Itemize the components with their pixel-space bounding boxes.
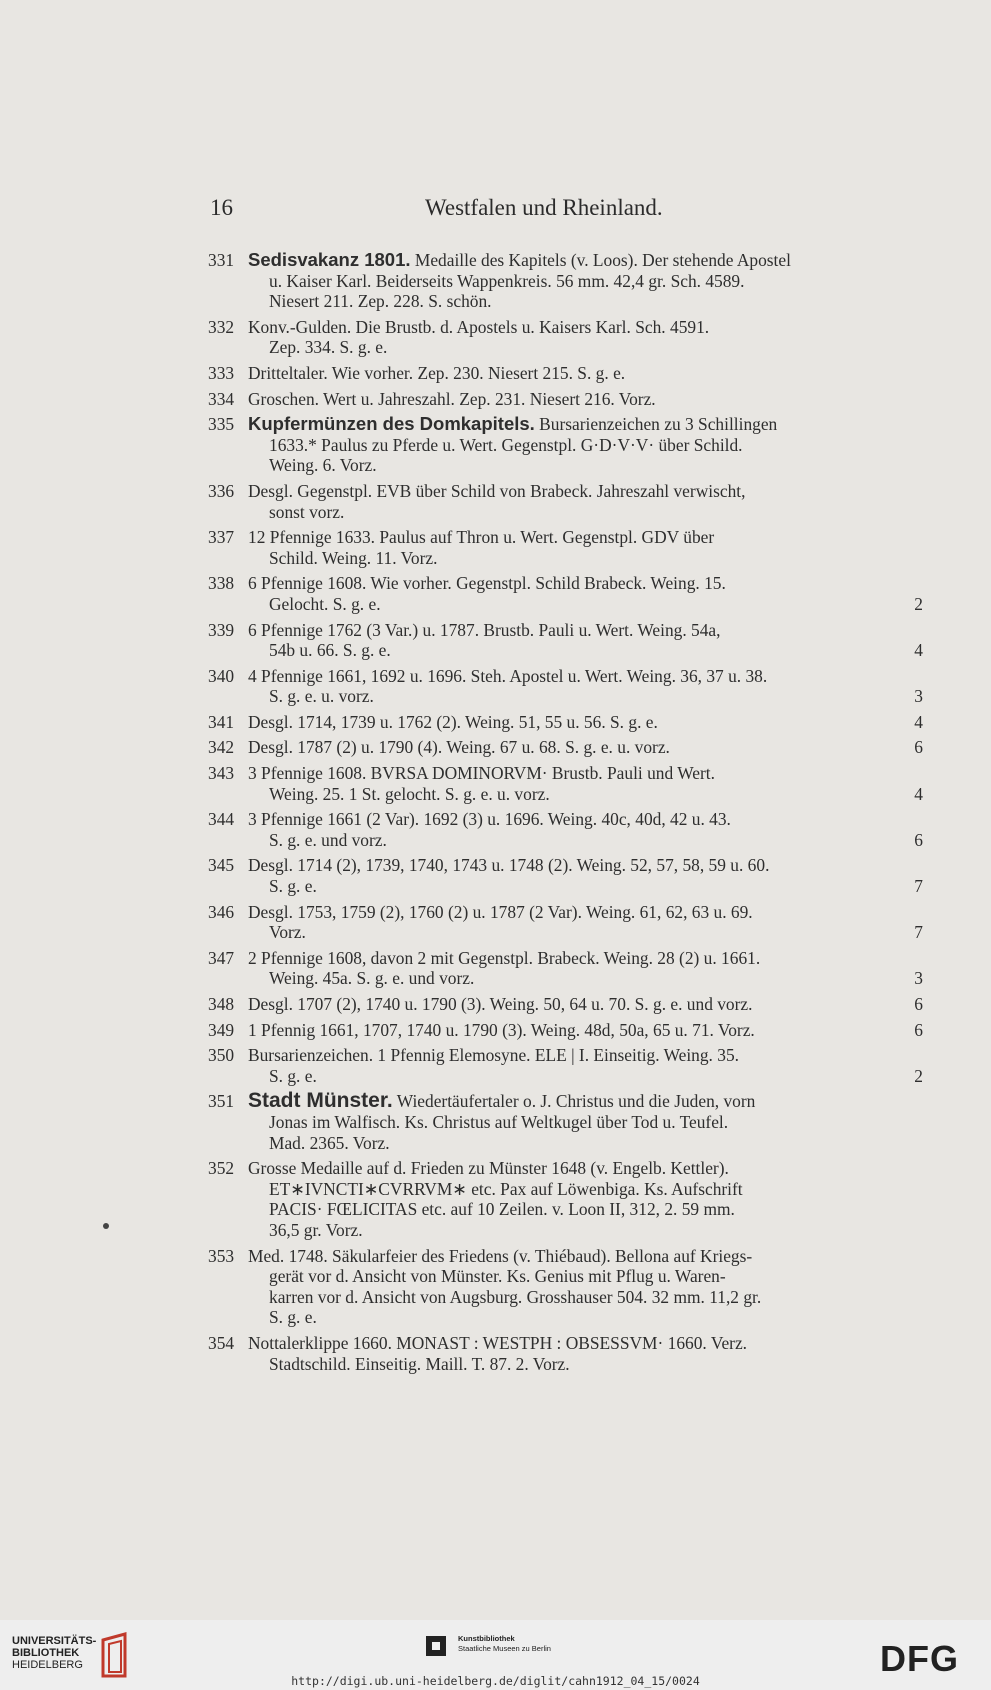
entry-text: PACIS· FŒLICITAS etc. auf 10 Zeilen. v. Loon II, 312, 2. 59 mm. (269, 1199, 735, 1220)
entry-text: Medaille des Kapitels (v. Loos). Der stehende Apostel (414, 250, 791, 270)
entry-line (248, 686, 923, 707)
entry-line (248, 922, 923, 943)
entry-text: S. g. e. und vorz. (269, 829, 387, 850)
entry-text: S. g. e. u. vorz. (269, 686, 374, 707)
catalog-entry (208, 712, 923, 733)
entry-number: 351 (208, 1091, 235, 1112)
entry-line (248, 1158, 923, 1179)
catalog-entry (208, 1158, 923, 1240)
entry-price: 7 (914, 922, 923, 943)
entry-line (248, 784, 923, 805)
entry-price: 6 (914, 1019, 923, 1040)
margin-mark (103, 1223, 109, 1229)
entry-text: 1 Pfennig 1661, 1707, 1740 u. 1790 (3). Weing. 48d, 50a, 65 u. 71. Vorz. (248, 1019, 755, 1040)
catalog-entry (208, 620, 923, 661)
entry-text: Wiedertäufertaler o. J. Christus und die Juden, vorn (396, 1091, 756, 1112)
entry-text: sonst vorz. (269, 501, 345, 522)
entry-text: 12 Pfennige 1633. Paulus auf Thron u. Wert. Gegenstpl. GDV über (248, 527, 715, 548)
entry-text: Stadtschild. Einseitig. Maill. T. 87. 2. Vorz. (269, 1353, 570, 1374)
entry-number: 340 (208, 665, 235, 686)
entry-number: 352 (208, 1158, 235, 1179)
entry-line (248, 855, 923, 876)
entry-text: 6 Pfennige 1608. Wie vorher. Gegenstpl. Schild Brabeck. Weing. 15. (248, 573, 726, 594)
entry-text: 6 Pfennige 1762 (3 Var.) u. 1787. Brustb. Pauli u. Wert. Weing. 54a, (248, 619, 721, 640)
entry-text: Jonas im Walfisch. Ks. Christus auf Weltkugel über Tod u. Teufel. (269, 1111, 729, 1132)
kunstbibliothek-logo-icon (424, 1634, 454, 1660)
entry-number: 350 (208, 1045, 235, 1066)
entry-line (248, 640, 923, 661)
entry-text: Desgl. 1787 (2) u. 1790 (4). Weing. 67 u. 68. S. g. e. u. vorz. (248, 737, 670, 758)
entry-text: Weing. 45a. S. g. e. und vorz. (269, 968, 475, 989)
entry-text: Weing. 25. 1 St. gelocht. S. g. e. u. vorz. (269, 783, 550, 804)
entry-number: 343 (208, 763, 235, 784)
page-title: Westfalen und Rheinland. (425, 195, 663, 220)
entry-line (248, 594, 923, 615)
entry-text: Gelocht. S. g. e. (269, 593, 381, 614)
catalog-entry (208, 527, 923, 568)
entry-line (248, 435, 923, 456)
entry-line (248, 1307, 923, 1328)
entry-line (248, 1112, 923, 1133)
entry-line (248, 666, 923, 687)
entry-line (248, 363, 923, 384)
entry-line (248, 1179, 923, 1200)
entry-text: gerät vor d. Ansicht von Münster. Ks. Genius mit Pflug u. Waren- (269, 1266, 726, 1287)
entry-line (248, 250, 923, 271)
entry-line (248, 994, 923, 1015)
entry-number: 333 (208, 362, 235, 383)
entry-number: 345 (208, 855, 235, 876)
entry-text: 3 Pfennige 1608. BVRSA DOMINORVM· Brustb. Pauli und Wert. (248, 763, 715, 784)
entry-price: 4 (914, 783, 923, 804)
entry-line (248, 737, 923, 758)
entry-line (248, 1066, 923, 1087)
entry-text: Schild. Weing. 11. Vorz. (269, 547, 438, 568)
entry-text: karren vor d. Ansicht von Augsburg. Grosshauser 504. 32 mm. 11,2 gr. (269, 1286, 762, 1307)
catalog-entry (208, 902, 923, 943)
catalog-entry (208, 1246, 923, 1328)
entry-line (248, 414, 923, 435)
entry-text: u. Kaiser Karl. Beiderseits Wappenkreis. 56 mm. 42,4 gr. Sch. 4589. (269, 270, 745, 291)
entry-text: Mad. 2365. Vorz. (269, 1132, 390, 1153)
catalog-entry (208, 1091, 923, 1153)
entry-line (248, 763, 923, 784)
entry-text: Weing. 6. Vorz. (269, 455, 377, 476)
catalog-entries (208, 250, 923, 1379)
entry-heading: Kupfermünzen des Domkapitels. (248, 413, 535, 435)
ub-heidelberg-logo-icon (95, 1632, 135, 1680)
catalog-entry (208, 737, 923, 758)
entry-heading: Sedisvakanz 1801. (248, 249, 411, 270)
entry-line (248, 1091, 923, 1112)
dfg-logo: DFG (880, 1638, 959, 1679)
entry-text: S. g. e. (269, 1065, 317, 1086)
entry-number: 332 (208, 316, 235, 337)
entry-heading: Stadt Münster. (248, 1089, 393, 1113)
entry-price: 7 (914, 876, 923, 897)
entry-text: Zep. 334. S. g. e. (269, 337, 388, 358)
entry-text: Desgl. 1714 (2), 1739, 1740, 1743 u. 1748 (2). Weing. 52, 57, 58, 59 u. 60. (248, 855, 770, 876)
entry-line (248, 809, 923, 830)
entry-line (248, 830, 923, 851)
entry-text: Niesert 211. Zep. 228. S. schön. (269, 291, 492, 312)
entry-line (248, 948, 923, 969)
entry-text: Bursarienzeichen zu 3 Schillingen (539, 414, 778, 435)
kb-sub: Staatliche Museen zu Berlin (458, 1644, 551, 1653)
entry-text: S. g. e. (269, 876, 317, 897)
entry-text: Nottalerklippe 1660. MONAST : WESTPH : OBSESSVM· 1660. Verz. (248, 1332, 748, 1353)
catalog-entry (208, 994, 923, 1015)
entry-text: Bursarienzeichen. 1 Pfennig Elemosyne. ELE | I. Einseitig. Weing. 35. (248, 1045, 739, 1066)
entry-text: 54b u. 66. S. g. e. (269, 640, 391, 661)
catalog-entry (208, 363, 923, 384)
catalog-entry (208, 1045, 923, 1086)
entry-number: 349 (208, 1019, 235, 1040)
entry-number: 337 (208, 527, 235, 548)
entry-line (248, 1287, 923, 1308)
entry-line (248, 1266, 923, 1287)
entry-line (248, 1045, 923, 1066)
entry-line (248, 271, 923, 292)
entry-text: 3 Pfennige 1661 (2 Var). 1692 (3) u. 1696. Weing. 40c, 40d, 42 u. 43. (248, 809, 731, 830)
entry-line (248, 876, 923, 897)
catalog-entry (208, 573, 923, 614)
entry-price: 3 (914, 968, 923, 989)
entry-price: 6 (914, 737, 923, 758)
entry-number: 341 (208, 711, 235, 732)
entry-line (248, 337, 923, 358)
entry-price: 4 (914, 711, 923, 732)
entry-price: 6 (914, 994, 923, 1014)
catalog-entry (208, 481, 923, 522)
entry-line (248, 1220, 923, 1241)
entry-line (248, 317, 923, 338)
source-url[interactable]: http://digi.ub.uni-heidelberg.de/diglit/cahn1912_04_15/0024 (291, 1674, 700, 1688)
entry-line (248, 481, 923, 502)
catalog-entry (208, 1333, 923, 1374)
entry-price: 2 (914, 593, 923, 614)
entry-text: Dritteltaler. Wie vorher. Zep. 230. Niesert 215. S. g. e. (248, 362, 626, 383)
entry-line (248, 548, 923, 569)
catalog-entry (208, 317, 923, 358)
entry-price: 3 (914, 686, 923, 707)
entry-line (248, 712, 923, 733)
entry-text: Vorz. (269, 922, 306, 943)
catalog-entry (208, 855, 923, 896)
entry-line (248, 902, 923, 923)
catalog-entry (208, 948, 923, 989)
entry-price: 4 (914, 640, 923, 661)
entry-number: 346 (208, 901, 235, 922)
entry-text: 2 Pfennige 1608, davon 2 mit Gegenstpl. Brabeck. Weing. 28 (2) u. 1661. (248, 947, 761, 968)
catalog-entry (208, 414, 923, 476)
entry-line (248, 968, 923, 989)
entry-text: Desgl. 1714, 1739 u. 1762 (2). Weing. 51, 55 u. 56. S. g. e. (248, 711, 658, 732)
entry-line (248, 389, 923, 410)
ub-line3: HEIDELBERG (12, 1659, 83, 1671)
entry-line (248, 455, 923, 476)
catalog-entry (208, 1020, 923, 1041)
entry-text: Desgl. 1753, 1759 (2), 1760 (2) u. 1787 (2 Var). Weing. 61, 62, 63 u. 69. (248, 901, 753, 922)
entry-line (248, 1199, 923, 1220)
catalog-entry (208, 389, 923, 410)
entry-number: 339 (208, 619, 235, 640)
entry-text: Med. 1748. Säkularfeier des Friedens (v. Thiébaud). Bellona auf Kriegs- (248, 1245, 753, 1266)
entry-number: 347 (208, 947, 235, 968)
catalog-entry (208, 809, 923, 850)
entry-line (248, 620, 923, 641)
entry-text: Desgl. 1707 (2), 1740 u. 1790 (3). Weing. 50, 64 u. 70. S. g. e. und vorz. (248, 994, 753, 1014)
entry-text: Konv.-Gulden. Die Brustb. d. Apostels u. Kaisers Karl. Sch. 4591. (248, 316, 710, 337)
page-number: 16 (210, 195, 233, 220)
entry-text: ET∗IVNCTI∗CVRRVM∗ etc. Pax auf Löwenbiga. Ks. Aufschrift (269, 1178, 743, 1199)
entry-number: 353 (208, 1245, 235, 1266)
entry-line (248, 1246, 923, 1267)
entry-line (248, 1333, 923, 1354)
entry-line (248, 1354, 923, 1375)
entry-number: 336 (208, 480, 235, 501)
entry-line (248, 527, 923, 548)
entry-text: Groschen. Wert u. Jahreszahl. Zep. 231. Niesert 216. Vorz. (248, 388, 656, 409)
entry-text: S. g. e. (269, 1307, 317, 1328)
entry-line (248, 1020, 923, 1041)
catalog-entry (208, 250, 923, 312)
entry-number: 344 (208, 809, 235, 830)
entry-number: 331 (208, 250, 235, 270)
entry-number: 354 (208, 1332, 235, 1353)
entry-text: Grosse Medaille auf d. Frieden zu Münster 1648 (v. Engelb. Kettler). (248, 1158, 729, 1179)
entry-number: 338 (208, 573, 235, 594)
entry-number: 335 (208, 414, 235, 435)
entry-line (248, 1133, 923, 1154)
entry-number: 334 (208, 388, 235, 409)
kb-name: Kunstbibliothek (458, 1634, 515, 1643)
ub-heidelberg-label (12, 1635, 96, 1671)
entry-text: 1633.* Paulus zu Pferde u. Wert. Gegenstpl. G·D·V·V· über Schild. (269, 434, 743, 455)
entry-number: 342 (208, 737, 235, 758)
entry-line (248, 291, 923, 312)
entry-text: Desgl. Gegenstpl. EVB über Schild von Brabeck. Jahreszahl verwischt, (248, 480, 746, 501)
catalog-entry (208, 666, 923, 707)
entry-price: 6 (914, 829, 923, 850)
entry-price: 2 (914, 1065, 923, 1086)
kunstbibliothek-label (458, 1634, 551, 1654)
footer-bar (0, 1620, 991, 1690)
entry-number: 348 (208, 994, 235, 1014)
entry-line (248, 573, 923, 594)
entry-text: 4 Pfennige 1661, 1692 u. 1696. Steh. Apostel u. Wert. Weing. 36, 37 u. 38. (248, 665, 768, 686)
entry-line (248, 502, 923, 523)
catalog-entry (208, 763, 923, 804)
ub-line1: UNIVERSITÄTS- (12, 1635, 97, 1647)
entry-text: 36,5 gr. Vorz. (269, 1219, 363, 1240)
ub-line2: BIBLIOTHEK (12, 1647, 80, 1659)
